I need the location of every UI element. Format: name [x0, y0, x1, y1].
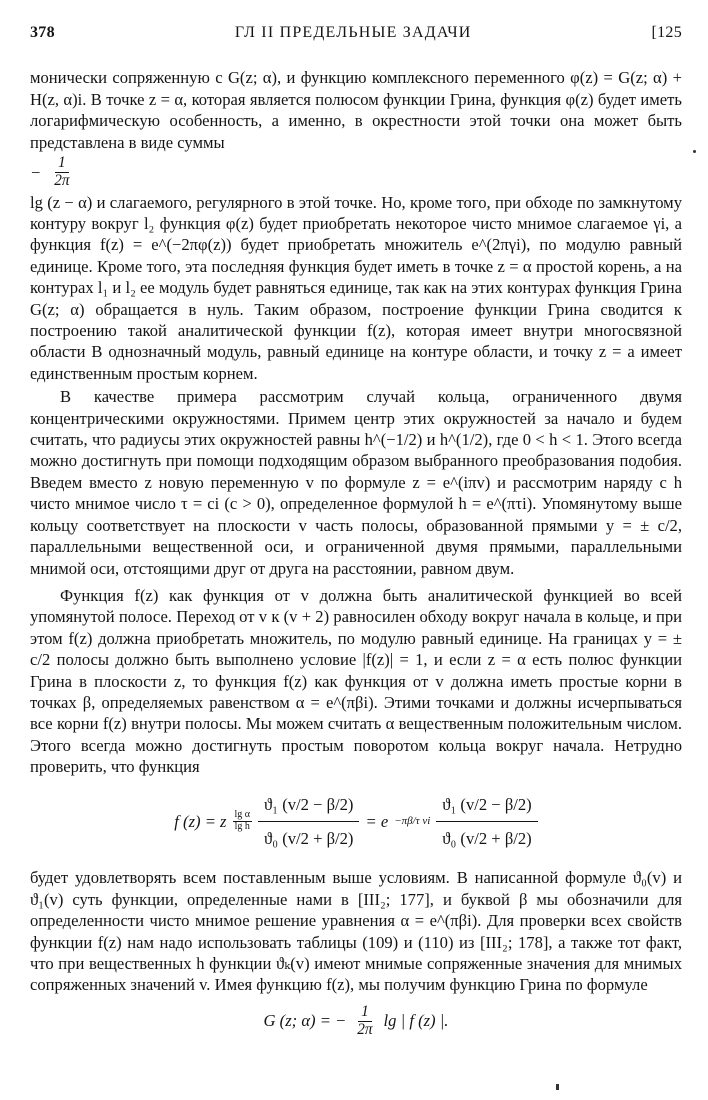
green-rhs: lg | f (z) |. — [383, 1011, 449, 1031]
page-number: 378 — [30, 24, 55, 41]
f-lhs: f (z) = z — [174, 811, 227, 831]
f-exponent — [233, 810, 253, 832]
f-exponent-denominator: lg h — [234, 820, 250, 832]
theta0-term-2: ϑ₀ (v/2 + β/2) — [442, 828, 532, 848]
green-denominator: 2π — [357, 1020, 373, 1038]
f-exponent-numerator: lg α — [234, 809, 251, 821]
theta-fraction-2 — [436, 792, 537, 852]
theta0-term: ϑ₀ (v/2 + β/2) — [264, 828, 354, 848]
sum-minus: − — [30, 162, 42, 182]
green-lhs: G (z; α) = − — [263, 1011, 347, 1031]
margin-dot — [693, 150, 696, 153]
f-formula — [30, 792, 682, 852]
theta-fraction-1 — [258, 792, 359, 852]
green-formula — [30, 1004, 682, 1039]
page-header — [30, 22, 682, 43]
paragraph-4: будет удовлетворять всем поставленным выше условиям. В написанной формуле ϑ₀(v) и ϑ₁(v) суть функции, определенные нами в [III₂; 177], и буквой β мы обозначили для определенности чисто мнимое решение уравнения α = e^(πβi). Для проверки всех свойств функции f(z) нам надо использовать таблицы (109) и (110) из [III₂; 178], а также тот факт, что при вещественных h функции ϑₖ(v) имеют мнимые сопряженные значения для мнимых сопряженных значений v. Имея функцию f(z), мы получим функцию Грина по формуле — [30, 868, 682, 995]
fraction-denominator: 2π — [54, 171, 70, 189]
paragraph-2: В качестве примера рассмотрим случай кольца, ограниченного двумя концентрическими окружностями. Примем центр этих окружностей за начало и будем считать, что радиусы этих окружностей равны h^(−1/2) и h^(1/2), где 0 < h < 1. Этого всегда можно достигнуть при помощи подходящим образом выбранного преобразования подобия. Введем вместо z новую переменную v по формуле z = e^(iπv) и рассмотрим наряду с h чисто мнимое число τ = ci (c > 0), определенное формулой h = e^(πτi). Упомянутому выше кольцу соответствует на плоскости v часть полосы, образованной прямыми y = ± c/2, параллельными вещественной оси, и ограниченной двумя прямыми, параллельными мнимой оси, отстоящими друг от друга на расстоянии, равном двум. — [30, 387, 682, 578]
fraction-one-over-2pi — [51, 155, 72, 190]
theta1-term-2: ϑ₁ (v/2 − β/2) — [436, 792, 537, 822]
sum-fraction — [30, 155, 682, 190]
paragraph-1b: lg (z − α) и слагаемого, регулярного в этой точке. Но, кроме того, при обходе по замкнутому контуру вокруг l₂ функция φ(z) будет приобретать некоторое чисто мнимое слагаемое γi, а функция f(z) = e^(−2πφ(z)) будет приобретать множитель e^(2πγi), по модулю равный единице. Кроме того, эта последняя функция будет иметь в точке z = α простой корень, а на контурах l₁ и l₂ ее модуль будет равняться единице, так как на этих контурах функция Грина G(z; α) обращается в нуль. Таким образом, построение функции Грина сводится к построению такой аналитической функции f(z), которая имеет внутри многосвязной области B однозначный модуль, равный единице на контуре области, и точку z = a имеет единственным простым корнем. — [30, 192, 682, 383]
paragraph-1: монически сопряженную с G(z; α), и функцию комплексного переменного φ(z) = G(z; α) + H(z, α)i. В точке z = α, которая является полюсом функции Грина, функция φ(z) будет иметь логарифмическую особенность, а именно, в окрестности этой точки она может быть представлена в виде суммы — [30, 68, 682, 152]
fraction-numerator: 1 — [55, 155, 69, 173]
theta1-term: ϑ₁ (v/2 − β/2) — [258, 792, 359, 822]
green-fraction — [354, 1004, 375, 1039]
green-numerator: 1 — [358, 1004, 372, 1022]
paragraph-3: Функция f(z) как функция от v должна быть аналитической функцией во всей упомянутой полосе. Переход от v к (v + 2) равносилен обходу вокруг начала в кольце, и при этом f(z) должна приобретать множитель, по модулю равный единице. На границах y = ± c/2 полосы должно быть выполнено условие |f(z)| = 1, и если z = α есть полюс функции Грина в плоскости z, то функция f(z) как функция от v должна иметь простые корни в точках β, определяемых равенством α = e^(πβi). Этими точками и должны исчерпываться все корни f(z) внутри полосы. Мы можем считать α вещественным положительным числом. Этого всегда можно достигнуть простым поворотом кольца вокруг начала. Нетрудно проверить, что функция — [30, 585, 682, 777]
f-exponent-2: −πβ/τ vi — [394, 814, 431, 827]
bottom-mark — [556, 1084, 559, 1090]
f-equals-e: = e — [365, 811, 389, 831]
section-number: [125 — [651, 24, 682, 41]
chapter-title: ГЛ II ПРЕДЕЛЬНЫЕ ЗАДАЧИ — [234, 24, 472, 41]
